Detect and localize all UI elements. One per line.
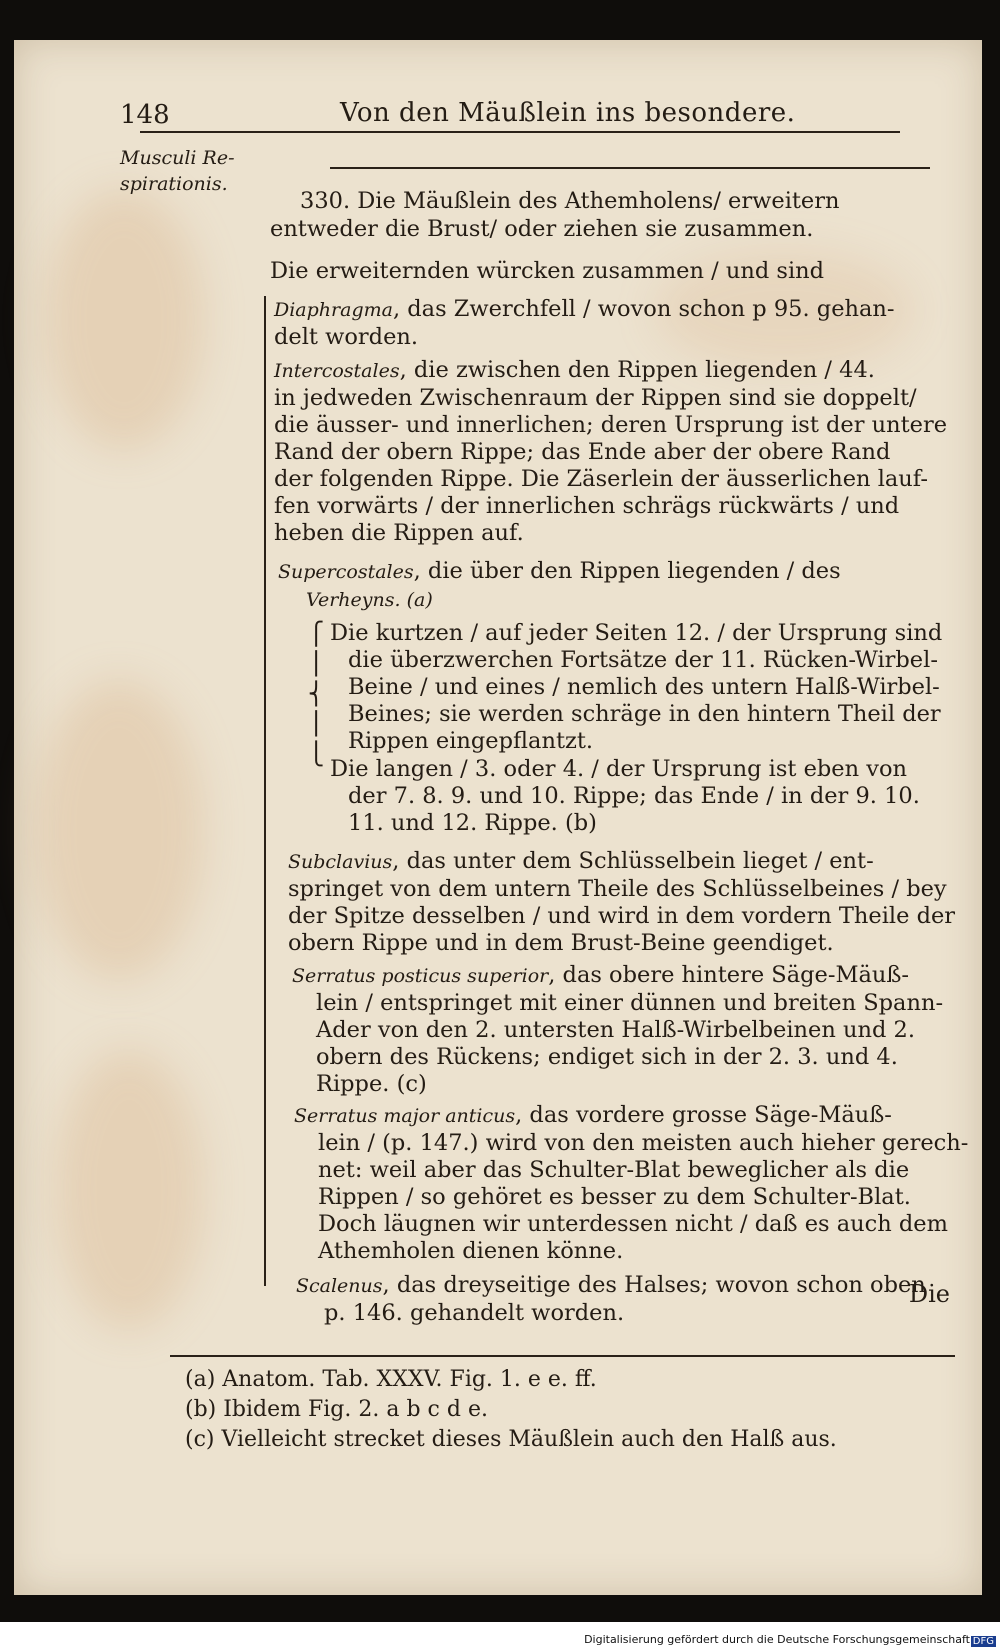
entry-text: , das dreyseitige des Halses; wovon schon oben: [382, 1272, 926, 1298]
entry-serratus-major: [294, 1102, 968, 1265]
paragraph-line: Die erweiternden würcken zusammen / und sind: [270, 258, 825, 284]
entry-text: Rippen / so gehöret es besser zu dem Schulter-Blat.: [318, 1184, 911, 1210]
paper-stain: [54, 1050, 204, 1330]
entry-text: lein / entspringet mit einer dünnen und breiten Spann-: [316, 990, 944, 1016]
entry-text: Verheyns. (a): [306, 589, 433, 611]
paragraph-line: 330. Die Mäußlein des Athemholens/ erweitern: [300, 188, 840, 214]
margin-note: [120, 145, 234, 197]
margin-note-line: Musculi Re-: [120, 147, 235, 169]
entry-term: Scalenus: [296, 1275, 383, 1297]
footnote: (c) Vielleicht strecket dieses Mäußlein auch den Halß aus.: [185, 1427, 837, 1452]
entry-text: in jedweden Zwischenraum der Rippen sind sie doppelt/: [274, 385, 917, 411]
footer-credit: Digitalisierung gefördert durch die Deutsche Forschungsgemeinschaft: [584, 1633, 970, 1646]
entry-term: Diaphragma: [274, 299, 393, 321]
entry-text: , die über den Rippen liegenden / des: [413, 558, 841, 584]
entry-text: net: weil aber das Schulter-Blat beweglicher als die: [318, 1157, 910, 1183]
entry-text: delt worden.: [274, 324, 419, 350]
sub-entry-langen: [330, 756, 920, 837]
entry-text: lein / (p. 147.) wird von den meisten auch hieher gerech-: [318, 1130, 969, 1156]
entry-text: , das Zwerchfell / wovon schon p 95. gehan-: [392, 296, 895, 322]
entry-text: obern Rippe und in dem Brust-Beine geendiget.: [288, 930, 834, 956]
page-number: 148: [120, 100, 170, 130]
entry-text: Athemholen dienen könne.: [318, 1238, 624, 1264]
entry-serratus-posticus: [292, 962, 943, 1098]
sub-entry-kurtzen: [330, 620, 942, 755]
entry-diaphragma: [274, 296, 895, 351]
dfg-logo: DFG: [972, 1636, 994, 1647]
digitization-footer: [0, 1622, 1000, 1652]
sub-entry-text: Die langen / 3. oder 4. / der Ursprung ist eben von: [330, 756, 907, 782]
footnote-rule: [170, 1355, 955, 1357]
entry-term: Supercostales: [278, 561, 414, 583]
header-rule-top: [140, 131, 900, 133]
entry-text: Doch läugnen wir unterdessen nicht / daß es auch dem: [318, 1211, 948, 1237]
entry-supercostales: [278, 558, 841, 614]
entry-text: , das vordere grosse Säge-Mäuß-: [515, 1102, 892, 1128]
entry-text: , die zwischen den Rippen liegenden / 44.: [399, 357, 875, 383]
sub-entry-text: Rippen eingepflantzt.: [348, 728, 594, 754]
running-title: Von den Mäußlein ins besondere.: [340, 98, 796, 128]
entry-bracket-line: [264, 296, 266, 1286]
entry-scalenus: [296, 1272, 926, 1327]
entry-intercostales: [274, 357, 947, 547]
entry-term: Intercostales: [274, 360, 400, 382]
entry-text: der folgenden Rippe. Die Zäserlein der äusserlichen lauf-: [274, 466, 928, 492]
entry-text: Rand der obern Rippe; das Ende aber der obere Rand: [274, 439, 891, 465]
entry-text: , das unter dem Schlüsselbein lieget / ent-: [392, 848, 874, 874]
catchword: Die: [908, 1280, 950, 1308]
entry-text: fen vorwärts / der innerlichen schrägs rückwärts / und: [274, 493, 900, 519]
entry-text: p. 146. gehandelt worden.: [324, 1300, 625, 1326]
entry-text: der Spitze desselben / und wird in dem vordern Theile der: [288, 903, 956, 929]
sub-entry-brace: ⎧ ⎪ ⎨ ⎪ ⎩: [308, 622, 325, 767]
margin-note-line: spirationis.: [120, 173, 228, 195]
entry-text: springet von dem untern Theile des Schlüsselbeines / bey: [288, 876, 947, 902]
entry-text: obern des Rückens; endiget sich in der 2. 3. und 4.: [316, 1044, 898, 1070]
paper-stain: [34, 680, 204, 980]
entry-term: Subclavius: [288, 851, 393, 873]
entry-text: heben die Rippen auf.: [274, 520, 524, 546]
sub-entry-text: Die kurtzen / auf jeder Seiten 12. / der Ursprung sind: [330, 620, 943, 646]
footnote: (b) Ibidem Fig. 2. a b c d e.: [185, 1397, 488, 1422]
entry-subclavius: [288, 848, 955, 957]
sub-entry-text: die überzwerchen Fortsätze der 11. Rücken-Wirbel-: [348, 647, 938, 673]
sub-entry-text: 11. und 12. Rippe. (b): [348, 810, 597, 836]
entry-term: Serratus posticus superior: [292, 965, 549, 987]
paper-stain: [44, 190, 204, 450]
sub-entry-text: Beines; sie werden schräge in den hintern Theil der: [348, 701, 941, 727]
sub-entry-text: der 7. 8. 9. und 10. Rippe; das Ende / in der 9. 10.: [348, 783, 920, 809]
entry-text: Rippe. (c): [316, 1071, 427, 1097]
entry-text: die äusser- und innerlichen; deren Ursprung ist der untere: [274, 412, 948, 438]
entry-term: Serratus major anticus: [294, 1105, 516, 1127]
entry-text: , das obere hintere Säge-Mäuß-: [548, 962, 910, 988]
sub-entry-text: Beine / und eines / nemlich des untern Halß-Wirbel-: [348, 674, 940, 700]
footnote: (a) Anatom. Tab. XXXV. Fig. 1. e e. ff.: [185, 1367, 597, 1392]
entry-text: Ader von den 2. untersten Halß-Wirbelbeinen und 2.: [316, 1017, 915, 1043]
header-rule-bottom: [330, 167, 930, 169]
paragraph-line: entweder die Brust/ oder ziehen sie zusammen.: [270, 216, 814, 242]
